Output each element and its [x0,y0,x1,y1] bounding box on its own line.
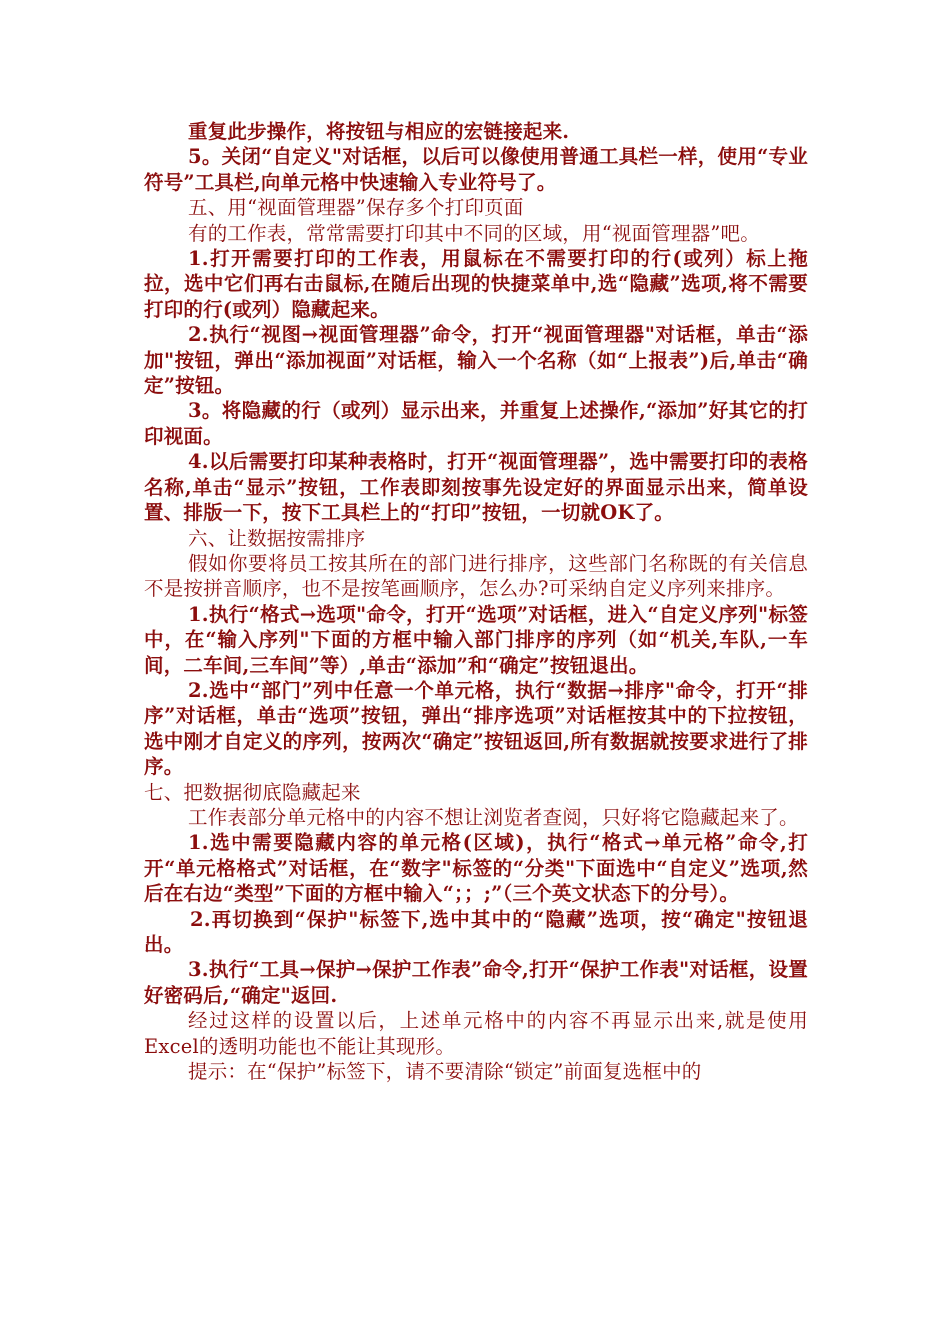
paragraph-view-step-2: 2.执行“视图→视面管理器”命令，打开“视面管理器"对话框，单击“添加"按钮，弹出“添加视面”对话框，输入一个名称（如“上报表”)后,单击“确定”按钮。 [144,323,808,398]
paragraph-hide-result: 经过这样的设置以后，上述单元格中的内容不再显示出来,就是使用Excel的透明功能也不能让其现形。 [144,1009,808,1058]
document-body [144,119,808,1084]
paragraph-hide-step-3: 3.执行“工具→保护→保护工作表”命令,打开“保护工作表"对话框，设置好密码后,“确定"返回. [144,958,808,1007]
paragraph-macro-link: 重复此步操作，将按钮与相应的宏链接起来. [188,120,570,143]
paragraph-hide-step-2: 2.再切换到“保护"标签下,选中其中的“隐藏”选项，按“确定"按钮退出。 [144,907,808,956]
paragraph-hide-step-1: 1.选中需要隐藏内容的单元格(区域)，执行“格式→单元格”命令,打开“单元格格式”对话框，在“数字"标签的“分类"下面选中“自定义”选项,然后在右边“类型”下面的方框中输入“；；;”（三个英文状态下的分号）。 [144,831,808,906]
paragraph-sort-step-1: 1.执行“格式→选项"命令，打开“选项”对话框，进入“自定义序列"标签中，在“输入序列"下面的方框中输入部门排序的序列（如“机关,车队,一车间，二车间,三车间”等）,单击“添加”和“确定”按钮退出。 [144,602,808,677]
section-heading-view-manager: 五、用“视面管理器”保存多个打印页面 [188,196,524,220]
paragraph-view-step-3: 3。将隐藏的行（或列）显示出来，并重复上述操作,“添加”好其它的打印视面。 [144,399,808,448]
paragraph-view-step-4: 4.以后需要打印某种表格时，打开“视面管理器”，选中需要打印的表格名称,单击“显示”按钮，工作表即刻按事先设定好的界面显示出来，简单设置、排版一下，按下工具栏上的“打印”按钮，一切就OK了。 [144,450,808,525]
paragraph-step-5-close-dialog: 5。关闭“自定义"对话框，以后可以像使用普通工具栏一样，使用“专业符号”工具栏,向单元格中快速输入专业符号了。 [144,145,808,194]
section-heading-hide-data: 七、把数据彻底隐藏起来 [144,780,361,804]
paragraph-custom-sort-intro: 假如你要将员工按其所在的部门进行排序，这些部门名称既的有关信息不是按拼音顺序，也不是按笔画顺序，怎么办?可采纳自定义序列来排序。 [144,551,808,601]
paragraph-view-step-1: 1.打开需要打印的工作表，用鼠标在不需要打印的行(或列）标上拖拉，选中它们再右击鼠标,在随后出现的快捷菜单中,选“隐藏”选项,将不需要打印的行(或列）隐藏起来。 [144,247,808,321]
section-heading-custom-sort: 六、让数据按需排序 [188,526,366,550]
paragraph-tip: 提示：在“保护”标签下，请不要清除“锁定”前面复选框中的 [188,1060,702,1084]
paragraph-hide-data-intro: 工作表部分单元格中的内容不想让浏览者查阅，只好将它隐藏起来了。 [188,805,799,829]
paragraph-view-manager-intro: 有的工作表，常常需要打印其中不同的区域，用“视面管理器”吧。 [188,221,760,245]
paragraph-sort-step-2: 2.选中“部门”列中任意一个单元格，执行“数据→排序"命令，打开“排序”对话框，单击“选项”按钮，弹出“排序选项”对话框按其中的下拉按钮，选中刚才自定义的序列，按两次“确定”按钮返回,所有数据就按要求进行了排序。 [144,678,808,779]
